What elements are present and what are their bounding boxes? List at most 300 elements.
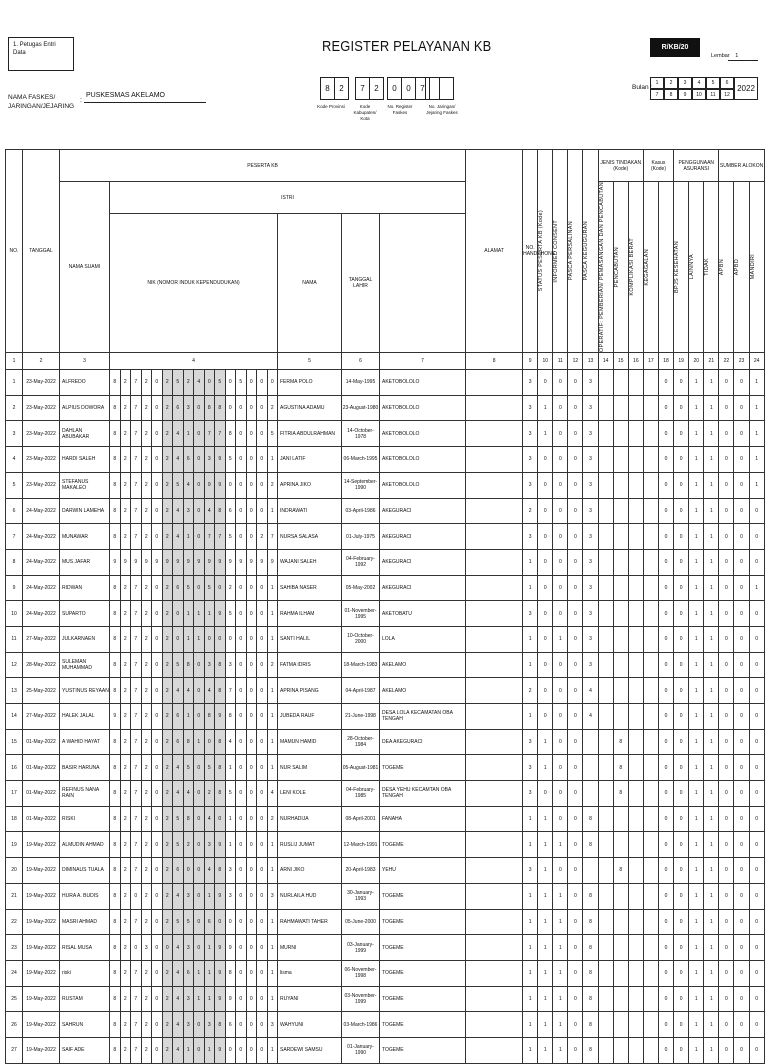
row-nik-digit: 1 xyxy=(183,524,194,550)
row-code-15 xyxy=(613,652,628,678)
row-tanggal-lahir: 05-May-2002 xyxy=(342,575,380,601)
row-code-11: 0 xyxy=(553,524,568,550)
table-row[interactable] xyxy=(6,626,765,652)
row-nik-digit: 7 xyxy=(204,524,215,550)
table-row[interactable] xyxy=(6,704,765,730)
row-code-24: 1 xyxy=(749,472,764,498)
row-nik-digit: 8 xyxy=(110,421,121,447)
row-code-19: 0 xyxy=(674,626,689,652)
row-code-15 xyxy=(613,883,628,909)
row-nama: WAHYUNI xyxy=(278,1012,342,1038)
row-nik-digit: 0 xyxy=(236,1012,247,1038)
nama-faskes-value[interactable]: PUSKESMAS AKELAMO xyxy=(86,92,165,99)
row-alamat: TOGEME xyxy=(380,883,466,909)
row-code-23: 0 xyxy=(734,549,749,575)
row-alamat: AKETOBOLOLO xyxy=(380,472,466,498)
row-nama-suami: RISAL MUSA xyxy=(60,935,110,961)
row-nik-digit: 4 xyxy=(204,858,215,884)
table-row[interactable] xyxy=(6,498,765,524)
row-nik-digit: 0 xyxy=(236,755,247,781)
row-code-11: 1 xyxy=(553,909,568,935)
table-row[interactable] xyxy=(6,549,765,575)
row-code-23: 0 xyxy=(734,421,749,447)
row-nik-digit: 7 xyxy=(131,370,142,396)
row-code-12: 0 xyxy=(568,806,583,832)
row-nama-suami: MASRI AHMAD xyxy=(60,909,110,935)
row-code-22: 0 xyxy=(719,909,734,935)
row-nik-digit: 0 xyxy=(194,652,205,678)
row-nik-digit: 6 xyxy=(173,858,184,884)
row-tanggal: 01-May-2022 xyxy=(23,729,60,755)
row-code-24: 0 xyxy=(749,729,764,755)
row-nik-digit: 5 xyxy=(183,909,194,935)
row-nik-digit: 6 xyxy=(225,498,236,524)
row-no-handphone xyxy=(466,781,523,807)
row-nik-digit: 0 xyxy=(173,601,184,627)
row-nama-suami: RUSTAM xyxy=(60,986,110,1012)
row-nik-digit: 0 xyxy=(236,524,247,550)
row-nik-digit: 7 xyxy=(131,832,142,858)
row-nik-digit: 0 xyxy=(257,704,268,730)
col-sub-1-text: OPERATIF: PEMBERIAN/ PEMASANGAN DAN PENCABUTAN xyxy=(598,182,605,353)
row-no: 20 xyxy=(6,858,23,884)
row-nik-digit: 5 xyxy=(236,370,247,396)
row-nik-digit: 7 xyxy=(131,960,142,986)
year-box[interactable]: 2022 xyxy=(734,77,758,100)
row-code-19: 0 xyxy=(674,755,689,781)
row-code-18: 0 xyxy=(658,447,673,473)
table-row[interactable] xyxy=(6,601,765,627)
row-code-18: 0 xyxy=(658,755,673,781)
table-row[interactable] xyxy=(6,524,765,550)
row-nik-digit: 2 xyxy=(141,909,152,935)
table-row[interactable] xyxy=(6,652,765,678)
row-tanggal: 24-May-2022 xyxy=(23,601,60,627)
row-nik-digit: 0 xyxy=(152,370,163,396)
row-nik-digit: 7 xyxy=(131,447,142,473)
row-nik-digit: 0 xyxy=(152,472,163,498)
header-row-1 xyxy=(6,150,765,182)
kode-digit[interactable]: 0 xyxy=(387,77,402,100)
row-nik-digit: 0 xyxy=(152,395,163,421)
row-code-18: 0 xyxy=(658,960,673,986)
row-nik-digit: 2 xyxy=(162,678,173,704)
row-code-16 xyxy=(628,575,643,601)
row-nik-digit: 0 xyxy=(152,832,163,858)
bulan-cell[interactable]: 1 xyxy=(650,77,664,89)
row-code-24: 0 xyxy=(749,626,764,652)
col-pasca-persalinan-text: PASCA PERSALINAN xyxy=(568,221,575,281)
col-sub-6-text: BPJS KESEHATAN xyxy=(674,241,681,294)
row-code-10: 1 xyxy=(538,986,553,1012)
row-code-16 xyxy=(628,678,643,704)
table-row[interactable] xyxy=(6,1037,765,1063)
table-row[interactable] xyxy=(6,575,765,601)
row-code-17 xyxy=(643,986,658,1012)
row-tanggal-lahir: 04-February-1985 xyxy=(342,781,380,807)
row-code-16 xyxy=(628,498,643,524)
row-nik-digit: 8 xyxy=(215,1012,226,1038)
kode-group-4 xyxy=(426,77,454,100)
row-no-handphone xyxy=(466,498,523,524)
row-nik-digit: 0 xyxy=(246,652,257,678)
table-row[interactable] xyxy=(6,678,765,704)
row-code-19: 0 xyxy=(674,601,689,627)
row-code-24: 1 xyxy=(749,421,764,447)
row-nik-digit: 8 xyxy=(110,601,121,627)
row-nik-digit: 2 xyxy=(162,1037,173,1063)
row-code-12: 0 xyxy=(568,935,583,961)
table-row[interactable] xyxy=(6,1012,765,1038)
row-nik-digit: 3 xyxy=(225,883,236,909)
row-nik-digit: 1 xyxy=(267,832,278,858)
row-code-17 xyxy=(643,909,658,935)
row-code-11: 1 xyxy=(553,626,568,652)
row-code-16 xyxy=(628,601,643,627)
row-nama: SANTI HALIL xyxy=(278,626,342,652)
row-code-20: 1 xyxy=(689,1037,704,1063)
bulan-cell[interactable]: 7 xyxy=(650,89,664,101)
row-tanggal-lahir: 12-March-1991 xyxy=(342,832,380,858)
row-code-22: 0 xyxy=(719,960,734,986)
row-nik-digit: 5 xyxy=(173,806,184,832)
row-code-22: 0 xyxy=(719,1012,734,1038)
row-code-21: 1 xyxy=(704,498,719,524)
row-nik-digit: 0 xyxy=(257,781,268,807)
row-nik-digit: 9 xyxy=(236,549,247,575)
row-code-11: 0 xyxy=(553,704,568,730)
row-code-18: 0 xyxy=(658,549,673,575)
row-code-10: 1 xyxy=(538,729,553,755)
row-nik-digit: 7 xyxy=(131,704,142,730)
row-code-21: 1 xyxy=(704,704,719,730)
row-nik-digit: 0 xyxy=(152,806,163,832)
row-code-19: 0 xyxy=(674,1037,689,1063)
row-code-21: 1 xyxy=(704,395,719,421)
col-sub-7 xyxy=(689,182,704,353)
row-nik-digit: 2 xyxy=(141,1037,152,1063)
bulan-cell[interactable]: 2 xyxy=(664,77,678,89)
row-code-20: 1 xyxy=(689,755,704,781)
column-number: 19 xyxy=(674,353,689,370)
row-tanggal: 28-May-2022 xyxy=(23,652,60,678)
row-nik-digit: 3 xyxy=(267,1012,278,1038)
row-nik-digit: 0 xyxy=(246,678,257,704)
row-nik-digit: 3 xyxy=(183,883,194,909)
row-code-23: 0 xyxy=(734,1037,749,1063)
row-nik-digit: 2 xyxy=(162,729,173,755)
row-code-14 xyxy=(598,806,613,832)
table-row[interactable] xyxy=(6,447,765,473)
row-nik-digit: 8 xyxy=(215,781,226,807)
row-nik-digit: 7 xyxy=(131,729,142,755)
table-row[interactable] xyxy=(6,909,765,935)
row-code-10: 1 xyxy=(538,909,553,935)
row-code-22: 0 xyxy=(719,626,734,652)
table-row[interactable] xyxy=(6,729,765,755)
row-code-9: 1 xyxy=(523,1012,538,1038)
bulan-cell[interactable]: 3 xyxy=(678,77,692,89)
row-code-14 xyxy=(598,986,613,1012)
bulan-cell[interactable]: 9 xyxy=(678,89,692,101)
kode-digit[interactable] xyxy=(425,77,440,100)
row-code-18: 0 xyxy=(658,652,673,678)
column-number: 20 xyxy=(689,353,704,370)
table-row[interactable] xyxy=(6,806,765,832)
row-code-19: 0 xyxy=(674,858,689,884)
column-number: 8 xyxy=(466,353,523,370)
row-code-17 xyxy=(643,498,658,524)
row-code-13: 3 xyxy=(583,575,598,601)
row-code-9: 1 xyxy=(523,704,538,730)
row-code-13: 3 xyxy=(583,472,598,498)
row-code-13: 3 xyxy=(583,601,598,627)
row-tanggal-lahir: 10-October-2000 xyxy=(342,626,380,652)
table-row[interactable] xyxy=(6,935,765,961)
kode-digit[interactable]: 8 xyxy=(320,77,335,100)
kode-digit[interactable]: 7 xyxy=(355,77,370,100)
row-code-16 xyxy=(628,524,643,550)
row-code-14 xyxy=(598,524,613,550)
col-sub-9-text: APBN xyxy=(719,258,726,276)
bulan-cell[interactable]: 4 xyxy=(692,77,706,89)
table-row[interactable] xyxy=(6,395,765,421)
kode-digit[interactable]: 0 xyxy=(401,77,416,100)
row-nik-digit: 8 xyxy=(204,395,215,421)
row-nik-digit: 4 xyxy=(267,781,278,807)
row-nama-suami: MUNAWAR xyxy=(60,524,110,550)
row-code-14 xyxy=(598,601,613,627)
row-code-19: 0 xyxy=(674,986,689,1012)
row-code-21: 1 xyxy=(704,960,719,986)
row-no: 27 xyxy=(6,1037,23,1063)
row-nik-digit: 7 xyxy=(131,626,142,652)
table-row[interactable] xyxy=(6,832,765,858)
row-nik-digit: 0 xyxy=(257,883,268,909)
row-tanggal-lahir: 03-November-1999 xyxy=(342,986,380,1012)
row-code-13: 3 xyxy=(583,626,598,652)
row-nik-digit: 0 xyxy=(236,729,247,755)
row-nik-digit: 2 xyxy=(162,472,173,498)
kode-digit[interactable]: 7 xyxy=(415,77,430,100)
row-code-19: 0 xyxy=(674,395,689,421)
row-nama-suami: MUS JAFAR xyxy=(60,549,110,575)
row-nama-suami: ALFREDO xyxy=(60,370,110,396)
row-tanggal: 19-May-2022 xyxy=(23,986,60,1012)
row-code-22: 0 xyxy=(719,986,734,1012)
row-code-14 xyxy=(598,909,613,935)
row-nik-digit: 8 xyxy=(110,1012,121,1038)
row-nik-digit: 7 xyxy=(131,1037,142,1063)
row-code-10: 1 xyxy=(538,883,553,909)
row-nik-digit: 4 xyxy=(173,678,184,704)
row-code-11: 0 xyxy=(553,806,568,832)
row-nik-digit: 7 xyxy=(131,858,142,884)
row-code-11: 1 xyxy=(553,832,568,858)
row-code-11: 0 xyxy=(553,472,568,498)
table-row[interactable] xyxy=(6,755,765,781)
row-nik-digit: 2 xyxy=(141,447,152,473)
column-number: 18 xyxy=(658,353,673,370)
table-row[interactable] xyxy=(6,883,765,909)
table-row[interactable] xyxy=(6,370,765,396)
bulan-cell[interactable]: 12 xyxy=(720,89,734,101)
row-nik-digit: 0 xyxy=(236,832,247,858)
row-code-12: 0 xyxy=(568,524,583,550)
row-no-handphone xyxy=(466,575,523,601)
row-code-11: 1 xyxy=(553,1037,568,1063)
row-tanggal: 19-May-2022 xyxy=(23,858,60,884)
row-nik-digit: 0 xyxy=(257,395,268,421)
col-sub-5 xyxy=(658,182,673,353)
row-tanggal-lahir: 06-November-1998 xyxy=(342,960,380,986)
row-code-22: 0 xyxy=(719,421,734,447)
row-nik-digit: 3 xyxy=(204,652,215,678)
row-code-18: 0 xyxy=(658,370,673,396)
row-nik-digit: 2 xyxy=(204,781,215,807)
row-nik-digit: 0 xyxy=(236,447,247,473)
row-no: 9 xyxy=(6,575,23,601)
row-nik-digit: 0 xyxy=(194,909,205,935)
col-tanggal-lahir: TANGGAL LAHIR xyxy=(342,214,380,353)
row-nik-digit: 0 xyxy=(152,1012,163,1038)
row-nik-digit: 2 xyxy=(141,781,152,807)
row-code-22: 0 xyxy=(719,729,734,755)
table-row[interactable] xyxy=(6,858,765,884)
row-nik-digit: 0 xyxy=(246,498,257,524)
row-code-11: 0 xyxy=(553,652,568,678)
row-tanggal: 19-May-2022 xyxy=(23,960,60,986)
row-no: 11 xyxy=(6,626,23,652)
row-nik-digit: 0 xyxy=(225,909,236,935)
row-code-12: 0 xyxy=(568,909,583,935)
row-nik-digit: 2 xyxy=(141,498,152,524)
col-pasca-keguguran-text: PASCA KEGUGURAN xyxy=(583,221,590,281)
row-code-10: 0 xyxy=(538,601,553,627)
row-nik-digit: 7 xyxy=(267,524,278,550)
row-code-22: 0 xyxy=(719,575,734,601)
kode-digit[interactable] xyxy=(439,77,454,100)
row-tanggal-lahir: 18-March-1983 xyxy=(342,652,380,678)
table-row[interactable] xyxy=(6,960,765,986)
bulan-cell[interactable]: 6 xyxy=(720,77,734,89)
row-nik-digit: 0 xyxy=(236,678,247,704)
row-nik-digit: 0 xyxy=(215,575,226,601)
row-nik-digit: 7 xyxy=(131,652,142,678)
row-no: 10 xyxy=(6,601,23,627)
row-nik-digit: 0 xyxy=(236,421,247,447)
row-code-20: 1 xyxy=(689,652,704,678)
col-sub-9 xyxy=(719,182,734,353)
column-number: 22 xyxy=(719,353,734,370)
row-code-10: 0 xyxy=(538,447,553,473)
row-tanggal-lahir: 20-April-1983 xyxy=(342,858,380,884)
row-nik-digit: 8 xyxy=(110,806,121,832)
row-nik-digit: 0 xyxy=(246,858,257,884)
row-nik-digit: 8 xyxy=(110,678,121,704)
column-number: 7 xyxy=(380,353,466,370)
row-nik-digit: 0 xyxy=(257,652,268,678)
row-code-24: 0 xyxy=(749,1037,764,1063)
row-nik-digit: 3 xyxy=(225,652,236,678)
row-nik-digit: 2 xyxy=(141,601,152,627)
row-no-handphone xyxy=(466,1012,523,1038)
row-code-20: 1 xyxy=(689,601,704,627)
row-code-11: 1 xyxy=(553,986,568,1012)
row-nik-digit: 0 xyxy=(257,729,268,755)
row-no: 7 xyxy=(6,524,23,550)
row-code-13: 3 xyxy=(583,370,598,396)
row-nik-digit: 0 xyxy=(215,806,226,832)
row-nik-digit: 0 xyxy=(257,755,268,781)
row-nik-digit: 1 xyxy=(267,986,278,1012)
row-code-9: 1 xyxy=(523,806,538,832)
kode-digit[interactable]: 2 xyxy=(334,77,349,100)
row-nik-digit: 0 xyxy=(246,395,257,421)
row-code-13 xyxy=(583,781,598,807)
row-nama: AGUSTINA ADAMU xyxy=(278,395,342,421)
bulan-cell[interactable]: 10 xyxy=(692,89,706,101)
row-nik-digit: 9 xyxy=(152,549,163,575)
row-code-18: 0 xyxy=(658,781,673,807)
row-code-24: 0 xyxy=(749,524,764,550)
table-row[interactable] xyxy=(6,472,765,498)
kode-digit[interactable]: 2 xyxy=(369,77,384,100)
row-nama-suami: ALMUDIN AHMAD xyxy=(60,832,110,858)
row-nik-digit: 2 xyxy=(162,883,173,909)
bulan-cell[interactable]: 8 xyxy=(664,89,678,101)
table-row[interactable] xyxy=(6,781,765,807)
nama-faskes-label-line2: JARINGAN/JEJARING xyxy=(8,103,75,110)
row-nik-digit: 9 xyxy=(120,549,131,575)
row-tanggal: 01-May-2022 xyxy=(23,806,60,832)
row-nik-digit: 2 xyxy=(120,1037,131,1063)
row-nik-digit: 0 xyxy=(194,575,205,601)
row-nik-digit: 0 xyxy=(246,806,257,832)
row-nik-digit: 8 xyxy=(110,909,121,935)
row-nama: FATMA IDRIS xyxy=(278,652,342,678)
row-code-13: 8 xyxy=(583,909,598,935)
row-nik-digit: 0 xyxy=(246,370,257,396)
row-nama: SAHIBA NASER xyxy=(278,575,342,601)
row-nik-digit: 2 xyxy=(141,575,152,601)
table-row[interactable] xyxy=(6,421,765,447)
table-row[interactable] xyxy=(6,986,765,1012)
row-tanggal: 27-May-2022 xyxy=(23,704,60,730)
row-code-19: 0 xyxy=(674,883,689,909)
row-nik-digit: 0 xyxy=(152,755,163,781)
row-nik-digit: 9 xyxy=(267,549,278,575)
row-alamat: AKEGURACI xyxy=(380,524,466,550)
bulan-cell[interactable]: 11 xyxy=(706,89,720,101)
row-code-18: 0 xyxy=(658,935,673,961)
row-code-23: 0 xyxy=(734,626,749,652)
row-nama: NUR SALIM xyxy=(278,755,342,781)
row-code-13: 4 xyxy=(583,704,598,730)
row-code-19: 0 xyxy=(674,909,689,935)
col-sub-7-text: LAINNYA xyxy=(689,254,696,280)
row-code-14 xyxy=(598,960,613,986)
bulan-cell[interactable]: 5 xyxy=(706,77,720,89)
row-code-17 xyxy=(643,883,658,909)
row-code-13: 8 xyxy=(583,883,598,909)
row-nik-digit: 9 xyxy=(215,935,226,961)
row-tanggal-lahir: 30-January-1993 xyxy=(342,883,380,909)
row-nik-digit: 0 xyxy=(246,960,257,986)
row-code-10: 1 xyxy=(538,935,553,961)
column-number: 10 xyxy=(538,353,553,370)
row-code-18: 0 xyxy=(658,858,673,884)
